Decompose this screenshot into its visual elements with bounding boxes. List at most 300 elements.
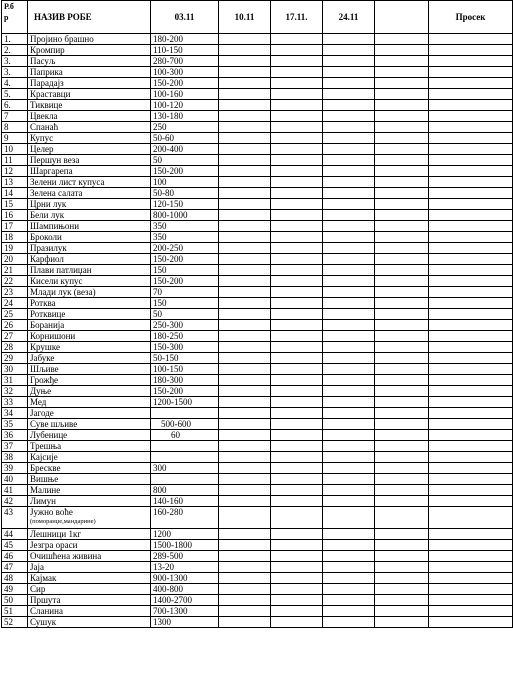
price-date-5: [375, 177, 429, 188]
product-name: [28, 210, 151, 221]
price-date-5: [375, 496, 429, 507]
product-name-text: Вишње: [30, 474, 59, 484]
product-name-text: Празилук: [30, 243, 67, 253]
row-number: 48: [2, 573, 28, 584]
price-date-3: [271, 419, 323, 430]
price-date-2: [219, 320, 271, 331]
price-average: [429, 540, 513, 551]
price-average: [429, 320, 513, 331]
price-date-1: 100-300: [151, 67, 219, 78]
price-date-4: [323, 342, 375, 353]
table-row: [2, 45, 513, 56]
price-date-1: 100: [151, 177, 219, 188]
price-date-1: 150: [151, 265, 219, 276]
product-name-text: Брескве: [30, 463, 61, 473]
price-average: [429, 573, 513, 584]
price-date-3: [271, 397, 323, 408]
product-name-text: Јаја: [30, 562, 44, 572]
price-date-3: [271, 221, 323, 232]
table-row: [2, 67, 513, 78]
price-average: [429, 166, 513, 177]
price-date-2: [219, 144, 271, 155]
table-row: [2, 34, 513, 45]
price-date-2: [219, 221, 271, 232]
table-row: [2, 397, 513, 408]
price-average: [429, 232, 513, 243]
table-row: [2, 177, 513, 188]
product-name: [28, 309, 151, 320]
price-date-1: 800-1000: [151, 210, 219, 221]
price-date-1: [151, 452, 219, 463]
product-name-text: Лубенице: [30, 430, 68, 440]
product-name-text: Сланина: [30, 606, 63, 616]
price-date-4: [323, 254, 375, 265]
product-name-text: Плави патлиџан: [30, 265, 92, 275]
price-date-5: [375, 45, 429, 56]
product-name-text: Пасуљ: [30, 56, 56, 66]
table-row: [2, 265, 513, 276]
price-date-4: [323, 551, 375, 562]
price-date-2: [219, 364, 271, 375]
price-date-3: [271, 529, 323, 540]
price-date-5: [375, 364, 429, 375]
product-name: [28, 67, 151, 78]
product-name-text: Шљиве: [30, 364, 59, 374]
price-date-5: [375, 34, 429, 45]
table-row: [2, 408, 513, 419]
product-name-text: Јагоде: [30, 408, 54, 418]
table-row: [2, 56, 513, 67]
price-date-4: [323, 89, 375, 100]
row-number: 39: [2, 463, 28, 474]
price-date-5: [375, 397, 429, 408]
row-number: 10: [2, 144, 28, 155]
price-date-2: [219, 397, 271, 408]
price-date-2: [219, 276, 271, 287]
price-date-1: 150-200: [151, 386, 219, 397]
price-date-4: [323, 408, 375, 419]
product-name: [28, 166, 151, 177]
price-average: [429, 56, 513, 67]
header-number-line2: р: [4, 13, 9, 22]
product-name: [28, 595, 151, 606]
product-name-text: Лимун: [30, 496, 56, 506]
price-date-2: [219, 111, 271, 122]
price-average: [429, 430, 513, 441]
price-date-5: [375, 111, 429, 122]
table-row: [2, 166, 513, 177]
price-date-1: 50-80: [151, 188, 219, 199]
product-name-text: Ротквице: [30, 309, 66, 319]
price-date-2: [219, 485, 271, 496]
price-date-4: [323, 298, 375, 309]
price-date-1: [151, 408, 219, 419]
product-name-text: Кајмак: [30, 573, 57, 583]
price-date-1: 350: [151, 232, 219, 243]
product-name: [28, 243, 151, 254]
price-date-1: 50-60: [151, 133, 219, 144]
price-date-5: [375, 595, 429, 606]
price-average: [429, 188, 513, 199]
price-average: [429, 551, 513, 562]
product-name: [28, 496, 151, 507]
price-average: [429, 529, 513, 540]
header-date-2: 10.11: [219, 1, 271, 34]
table-row: [2, 243, 513, 254]
product-name-text: Краставци: [30, 89, 71, 99]
price-date-5: [375, 243, 429, 254]
product-name-text: Кромпир: [30, 45, 65, 55]
price-date-3: [271, 265, 323, 276]
price-date-1: 50: [151, 309, 219, 320]
price-date-1: 300: [151, 463, 219, 474]
price-date-1: 900-1300: [151, 573, 219, 584]
row-number: 20: [2, 254, 28, 265]
table-row: [2, 122, 513, 133]
price-date-1: 280-700: [151, 56, 219, 67]
price-average: [429, 496, 513, 507]
table-row: [2, 188, 513, 199]
price-date-4: [323, 221, 375, 232]
price-date-2: [219, 452, 271, 463]
price-date-3: [271, 111, 323, 122]
product-name-text: Пројино брашно: [30, 34, 94, 44]
row-number: 26: [2, 320, 28, 331]
price-date-4: [323, 573, 375, 584]
price-date-1: 1500-1800: [151, 540, 219, 551]
table-row: [2, 155, 513, 166]
header-name: НАЗИВ РОБЕ: [28, 1, 151, 34]
product-name-text: Крушке: [30, 342, 60, 352]
price-average: [429, 210, 513, 221]
price-date-4: [323, 485, 375, 496]
price-date-4: [323, 331, 375, 342]
row-number: 13: [2, 177, 28, 188]
price-date-5: [375, 221, 429, 232]
product-name: [28, 188, 151, 199]
price-date-4: [323, 364, 375, 375]
price-date-5: [375, 287, 429, 298]
price-date-1: 70: [151, 287, 219, 298]
price-date-4: [323, 122, 375, 133]
price-date-1: 700-1300: [151, 606, 219, 617]
product-name-text: Корнишони: [30, 331, 76, 341]
row-number: 22: [2, 276, 28, 287]
table-row: [2, 254, 513, 265]
price-date-5: [375, 56, 429, 67]
product-name: [28, 320, 151, 331]
header-date-4: 24.11: [323, 1, 375, 34]
product-name: [28, 419, 151, 430]
product-name: [28, 529, 151, 540]
price-date-2: [219, 551, 271, 562]
price-average: [429, 408, 513, 419]
product-name-text: Купус: [30, 133, 54, 143]
price-date-5: [375, 562, 429, 573]
product-name: [28, 452, 151, 463]
header-number: [2, 1, 28, 34]
price-date-4: [323, 606, 375, 617]
price-date-1: 180-250: [151, 331, 219, 342]
table-row: [2, 419, 513, 430]
product-name: [28, 298, 151, 309]
price-date-2: [219, 474, 271, 485]
price-average: [429, 507, 513, 529]
price-date-5: [375, 353, 429, 364]
price-date-3: [271, 430, 323, 441]
price-date-4: [323, 144, 375, 155]
price-date-4: [323, 441, 375, 452]
price-date-4: [323, 584, 375, 595]
price-date-4: [323, 463, 375, 474]
price-date-2: [219, 529, 271, 540]
product-name-text: Паприка: [30, 67, 63, 77]
price-date-1: 400-800: [151, 584, 219, 595]
product-name-text: Јужно воће: [30, 507, 73, 517]
price-date-4: [323, 276, 375, 287]
row-number: 28: [2, 342, 28, 353]
price-date-3: [271, 540, 323, 551]
price-date-4: [323, 232, 375, 243]
table-row: [2, 507, 513, 529]
price-date-1: 150-300: [151, 342, 219, 353]
price-date-3: [271, 441, 323, 452]
table-row: [2, 452, 513, 463]
price-date-2: [219, 210, 271, 221]
row-number: 5.: [2, 89, 28, 100]
price-date-2: [219, 375, 271, 386]
price-date-1: 180-200: [151, 34, 219, 45]
price-date-5: [375, 122, 429, 133]
price-date-1: 140-160: [151, 496, 219, 507]
price-date-2: [219, 309, 271, 320]
product-name: [28, 606, 151, 617]
price-date-5: [375, 320, 429, 331]
row-number: 50: [2, 595, 28, 606]
price-date-4: [323, 155, 375, 166]
price-date-4: [323, 595, 375, 606]
price-average: [429, 45, 513, 56]
product-name-text: Сушук: [30, 617, 57, 627]
price-date-5: [375, 232, 429, 243]
table-row: [2, 375, 513, 386]
price-date-4: [323, 375, 375, 386]
product-name: [28, 507, 151, 529]
table-row: [2, 584, 513, 595]
price-date-3: [271, 606, 323, 617]
price-date-3: [271, 386, 323, 397]
price-date-5: [375, 100, 429, 111]
price-average: [429, 155, 513, 166]
price-date-1: 200-400: [151, 144, 219, 155]
product-name: [28, 331, 151, 342]
price-date-2: [219, 155, 271, 166]
price-date-2: [219, 78, 271, 89]
price-date-4: [323, 507, 375, 529]
price-date-1: 1200-1500: [151, 397, 219, 408]
price-date-1: 1300: [151, 617, 219, 628]
price-date-5: [375, 584, 429, 595]
price-table: [1, 0, 513, 628]
price-date-2: [219, 34, 271, 45]
price-date-5: [375, 331, 429, 342]
table-row: [2, 496, 513, 507]
table-row: [2, 529, 513, 540]
price-average: [429, 397, 513, 408]
price-date-4: [323, 34, 375, 45]
price-date-4: [323, 199, 375, 210]
row-number: 24: [2, 298, 28, 309]
price-date-3: [271, 254, 323, 265]
table-row: [2, 386, 513, 397]
product-name: [28, 375, 151, 386]
product-name-text: Цвекла: [30, 111, 58, 121]
price-date-2: [219, 430, 271, 441]
table-row: [2, 364, 513, 375]
product-name: [28, 177, 151, 188]
product-name: [28, 474, 151, 485]
row-number: 40: [2, 474, 28, 485]
product-name-text: Зелена салата: [30, 188, 83, 198]
price-date-4: [323, 188, 375, 199]
price-date-3: [271, 243, 323, 254]
price-date-1: 60: [151, 430, 219, 441]
table-row: [2, 573, 513, 584]
price-average: [429, 133, 513, 144]
price-average: [429, 452, 513, 463]
price-date-1: 100-150: [151, 364, 219, 375]
price-average: [429, 353, 513, 364]
price-date-5: [375, 452, 429, 463]
product-name: [28, 562, 151, 573]
price-date-5: [375, 441, 429, 452]
row-number: 7: [2, 111, 28, 122]
price-date-5: [375, 529, 429, 540]
price-date-4: [323, 243, 375, 254]
price-date-1: [151, 474, 219, 485]
header-row: [2, 1, 513, 34]
product-name-text: Целер: [30, 144, 54, 154]
price-date-3: [271, 298, 323, 309]
product-name-note: (поморанџе,мандарине): [30, 518, 96, 525]
price-date-1: 289-500: [151, 551, 219, 562]
table-row: [2, 342, 513, 353]
product-name: [28, 430, 151, 441]
price-date-3: [271, 375, 323, 386]
product-name-text: Суве шљиве: [30, 419, 78, 429]
price-date-3: [271, 122, 323, 133]
product-name-text: Шампињони: [30, 221, 80, 231]
price-average: [429, 463, 513, 474]
price-date-3: [271, 474, 323, 485]
price-date-3: [271, 507, 323, 529]
table-row: [2, 298, 513, 309]
price-date-3: [271, 331, 323, 342]
price-date-1: 250-300: [151, 320, 219, 331]
product-name-text: Бели лук: [30, 210, 65, 220]
price-date-2: [219, 243, 271, 254]
price-date-3: [271, 617, 323, 628]
price-date-1: 200-250: [151, 243, 219, 254]
price-date-4: [323, 397, 375, 408]
product-name-text: Пршута: [30, 595, 61, 605]
row-number: 52: [2, 617, 28, 628]
row-number: 36: [2, 430, 28, 441]
product-name: [28, 573, 151, 584]
row-number: 45: [2, 540, 28, 551]
price-date-5: [375, 375, 429, 386]
price-date-5: [375, 606, 429, 617]
price-date-1: 1400-2700: [151, 595, 219, 606]
price-average: [429, 177, 513, 188]
table-row: [2, 89, 513, 100]
product-name: [28, 133, 151, 144]
price-date-5: [375, 386, 429, 397]
price-date-2: [219, 89, 271, 100]
price-date-5: [375, 298, 429, 309]
table-row: [2, 463, 513, 474]
price-date-3: [271, 177, 323, 188]
price-date-2: [219, 265, 271, 276]
price-date-4: [323, 67, 375, 78]
price-average: [429, 364, 513, 375]
row-number: 19: [2, 243, 28, 254]
price-date-4: [323, 529, 375, 540]
row-number: 9: [2, 133, 28, 144]
price-average: [429, 265, 513, 276]
table-row: [2, 144, 513, 155]
price-average: [429, 485, 513, 496]
price-date-2: [219, 540, 271, 551]
price-date-3: [271, 463, 323, 474]
table-row: [2, 540, 513, 551]
price-average: [429, 331, 513, 342]
product-name: [28, 276, 151, 287]
price-date-5: [375, 551, 429, 562]
price-date-2: [219, 100, 271, 111]
table-row: [2, 133, 513, 144]
product-name: [28, 463, 151, 474]
product-name: [28, 485, 151, 496]
product-name: [28, 287, 151, 298]
product-name: [28, 265, 151, 276]
price-date-5: [375, 199, 429, 210]
price-average: [429, 243, 513, 254]
header-date-5: [375, 1, 429, 34]
price-date-2: [219, 353, 271, 364]
price-average: [429, 298, 513, 309]
price-date-5: [375, 309, 429, 320]
price-date-4: [323, 265, 375, 276]
price-date-3: [271, 408, 323, 419]
price-date-5: [375, 408, 429, 419]
price-date-1: [151, 441, 219, 452]
price-date-1: 1200: [151, 529, 219, 540]
price-date-3: [271, 320, 323, 331]
row-number: 29: [2, 353, 28, 364]
product-name-text: Лешници 1кг: [30, 529, 82, 539]
table-body: [2, 34, 513, 628]
row-number: 35: [2, 419, 28, 430]
product-name: [28, 144, 151, 155]
price-date-2: [219, 595, 271, 606]
price-date-2: [219, 254, 271, 265]
row-number: 8: [2, 122, 28, 133]
product-name: [28, 540, 151, 551]
price-date-1: 50-150: [151, 353, 219, 364]
price-date-3: [271, 199, 323, 210]
price-date-3: [271, 45, 323, 56]
